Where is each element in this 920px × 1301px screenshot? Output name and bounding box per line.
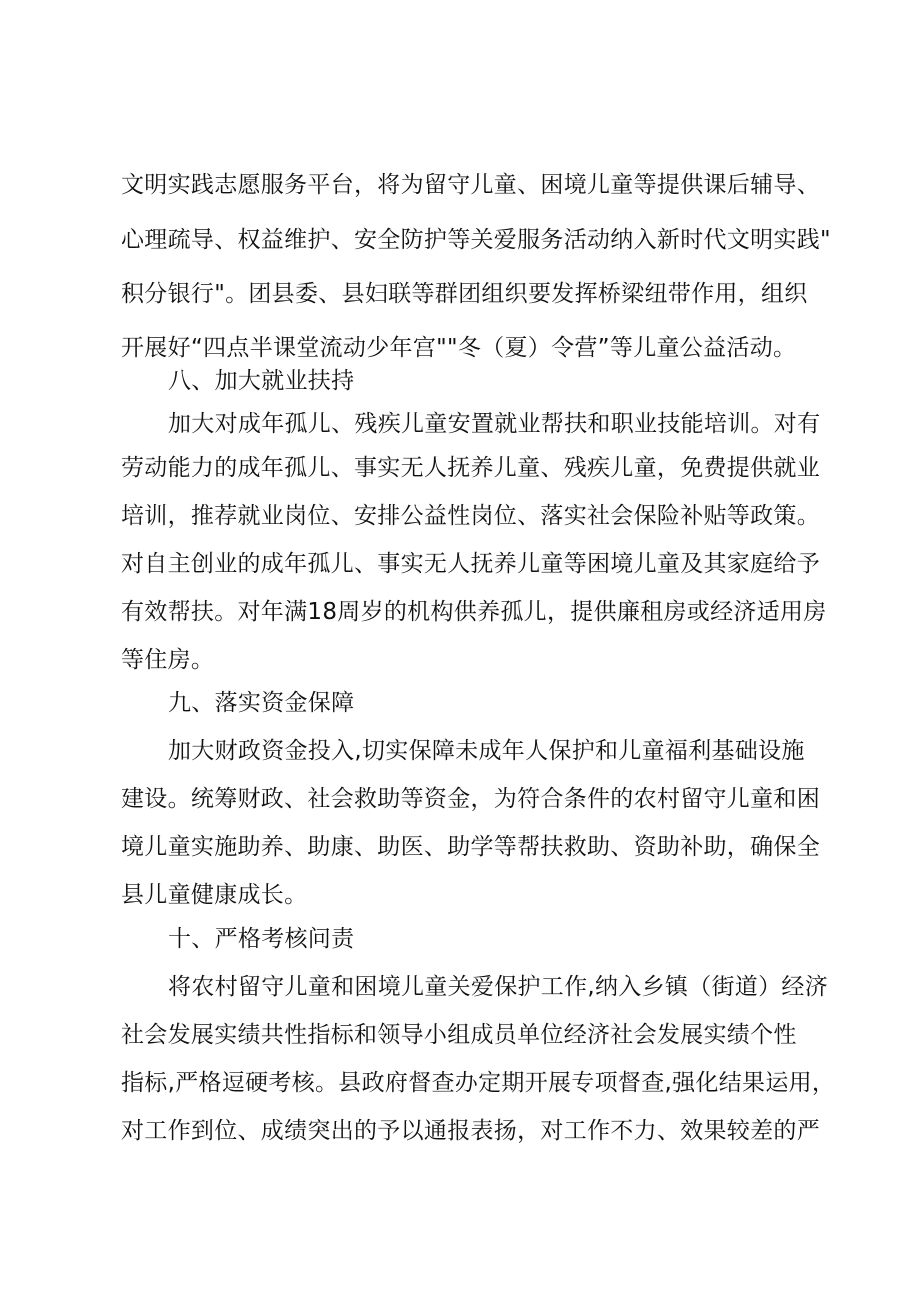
text-line-15: 境儿童实施助养、助康、助医、助学等帮扶救助、资助补助，确保全 [121,834,820,860]
text-line-6: 加大对成年孤儿、残疾儿童安置就业帮扶和职业技能培训。对有 [168,411,821,437]
text-line-8: 培训，推荐就业岗位、安排公益性岗位、落实社会保险补贴等政策。 [121,503,820,529]
text-line-16: 县儿童健康成长。 [121,882,308,908]
text-line-20: 指标,严格逗硬考核。县政府督查办定期开展专项督查,强化结果运用， [121,1070,836,1096]
text-line-11: 等住房。 [121,647,215,673]
text-line-21: 对工作到位、成绩突出的予以通报表扬，对工作不力、效果较差的严 [121,1118,820,1144]
text-line-18: 将农村留守儿童和困境儿童关爱保护工作,纳入乡镇（街道）经济 [168,974,829,1000]
section-heading-10: 十、严格考核问责 [168,926,355,952]
section-heading-8: 八、加大就业扶持 [168,368,355,394]
text-line-3: 积分银行"。团县委、县妇联等群团组织要发挥桥梁纽带作用，组织 [121,281,808,307]
text-line-13: 加大财政资金投入,切实保障未成年人保护和儿童福利基础设施 [168,738,805,764]
text-line-19: 社会发展实绩共性指标和领导小组成员单位经济社会发展实绩个性 [121,1022,797,1048]
text-line-4: 开展好“四点半课堂流动少年宫""冬（夏）令营”等儿童公益活动。 [121,335,797,361]
text-line-7: 劳动能力的成年孤儿、事实无人抚养儿童、残疾儿童，免费提供就业 [121,455,820,481]
text-line-2: 心理疏导、权益维护、安全防护等关爱服务活动纳入新时代文明实践" [121,227,831,253]
text-line-10: 有效帮扶。对年满18周岁的机构供养孤儿，提供廉租房或经济适用房 [121,599,827,625]
section-heading-9: 九、落实资金保障 [168,690,355,716]
text-line-14: 建设。统筹财政、社会救助等资金，为符合条件的农村留守儿童和困 [121,786,820,812]
text-line-9: 对自主创业的成年孤儿、事实无人抚养儿童等困境儿童及其家庭给予 [121,551,820,577]
text-line-1: 文明实践志愿服务平台，将为留守儿童、困境儿童等提供课后辅导、 [121,172,820,198]
